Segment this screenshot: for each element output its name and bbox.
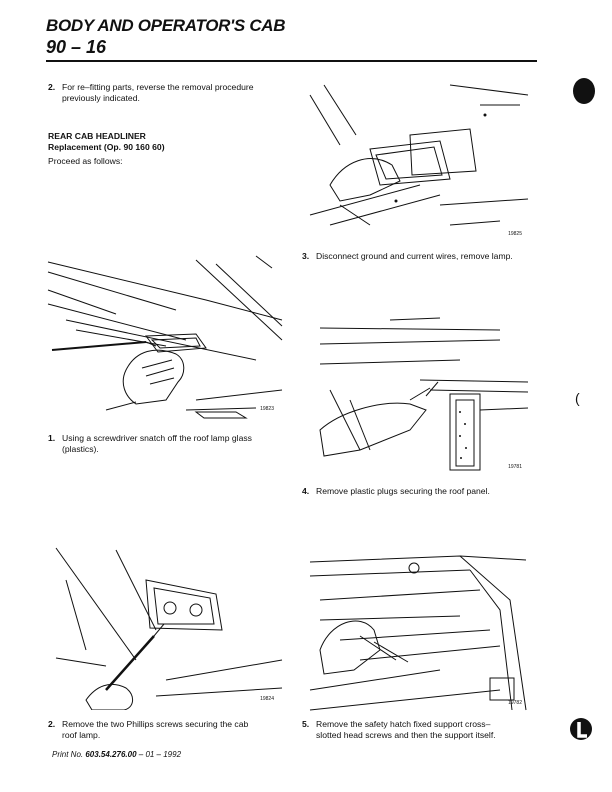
figure-3-illustration [300, 75, 532, 243]
figure-4-number: 19781 [508, 464, 522, 470]
figure-step-4 [300, 300, 532, 476]
step-3-line1: Disconnect ground and current wires, remove lamp. [316, 251, 513, 261]
figure-step-3 [300, 75, 532, 243]
binder-tab-icon [569, 716, 593, 747]
figure-step-1 [46, 250, 284, 426]
step-1 [48, 433, 298, 455]
page-number: 90 – 16 [46, 37, 107, 57]
header-rule [46, 60, 537, 62]
step-3-number: 3. [302, 251, 310, 261]
figure-2-illustration [46, 540, 284, 710]
step-2-number: 2. [48, 719, 56, 729]
margin-mark: ( [575, 390, 580, 406]
figure-2-number: 19824 [260, 696, 274, 702]
margin-bullet-icon [573, 78, 595, 104]
intro-step [48, 82, 298, 104]
figure-step-5 [300, 540, 532, 712]
proceed-text: Proceed as follows: [48, 156, 123, 166]
intro-step-line1: For re–fitting parts, reverse the removal procedure [62, 82, 254, 92]
figure-1-number: 19823 [260, 406, 274, 412]
step-1-number: 1. [48, 433, 56, 443]
step-4-number: 4. [302, 486, 310, 496]
print-suffix: – 01 – 1992 [138, 750, 182, 759]
step-4-line1: Remove plastic plugs securing the roof panel. [316, 486, 490, 496]
step-5-line1: Remove the safety hatch fixed support cross– [316, 719, 491, 729]
section-replacement [48, 142, 165, 153]
figure-3-number: 19825 [508, 231, 522, 237]
print-number [52, 750, 181, 759]
step-3 [302, 251, 542, 262]
step-5-number: 5. [302, 719, 310, 729]
figure-5-number: 19782 [508, 700, 522, 706]
figure-step-2 [46, 540, 284, 710]
intro-step-number: 2. [48, 82, 56, 92]
step-5-line2: slotted head screws and then the support itself. [316, 730, 496, 740]
step-2-line2: roof lamp. [62, 730, 101, 740]
replacement-label: Replacement [48, 142, 102, 152]
print-code: 603.54.276.00 [85, 750, 137, 759]
step-1-line2: (plastics). [62, 444, 99, 454]
op-code: (Op. 90 160 60) [103, 142, 165, 152]
figure-5-illustration [300, 540, 532, 712]
print-label: Print No. [52, 750, 84, 759]
figure-1-illustration [46, 250, 284, 426]
step-1-line1: Using a screwdriver snatch off the roof lamp glass [62, 433, 252, 443]
page-header-title: BODY AND OPERATOR'S CAB [46, 16, 286, 35]
intro-step-line2: previously indicated. [62, 93, 140, 103]
step-2 [48, 719, 298, 741]
step-2-line1: Remove the two Phillips screws securing the cab [62, 719, 249, 729]
step-4 [302, 486, 542, 497]
figure-4-illustration [300, 300, 532, 476]
section-title: REAR CAB HEADLINER [48, 131, 146, 141]
step-5 [302, 719, 542, 741]
